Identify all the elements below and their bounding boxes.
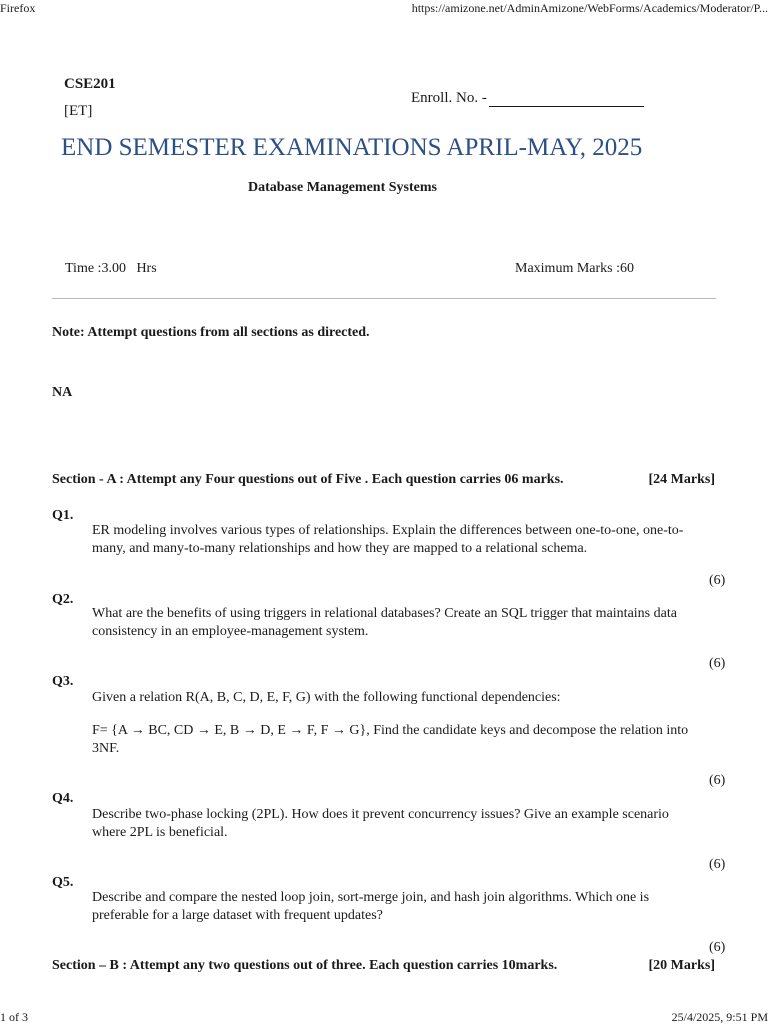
question-marks: (6) <box>709 773 726 788</box>
subject-title: Database Management Systems <box>248 180 437 195</box>
question-number: Q4. <box>52 791 74 806</box>
question-paragraph: What are the benefits of using triggers in relational databases? Create an SQL trigger that maintains data consistency in an employee-management system. <box>92 606 677 639</box>
question-text <box>92 605 704 641</box>
question-number: Q5. <box>52 875 74 890</box>
print-datetime: 25/4/2025, 9:51 PM <box>671 1010 768 1024</box>
enroll-label: Enroll. No. - <box>411 90 487 106</box>
question-paragraph: Describe and compare the nested loop join, sort-merge join, and hash join algorithms. Which one is preferable for a large dataset with frequent updates? <box>92 890 650 923</box>
exam-title: END SEMESTER EXAMINATIONS APRIL-MAY, 2025 <box>61 134 643 161</box>
enroll-field <box>411 90 644 107</box>
exam-time: Time :3.00 Hrs <box>65 261 157 276</box>
question-text <box>92 689 704 758</box>
question-text <box>92 889 704 925</box>
question-paragraph: F= {A → BC, CD → E, B → D, E → F, F → G}, Find the candidate keys and decompose the relation into 3NF. <box>92 723 689 756</box>
section-a-title: Section - A : Attempt any Four questions out of Five . Each question carries 06 marks. <box>52 472 564 487</box>
section-a-marks: [24 Marks] <box>648 472 715 487</box>
enroll-blank-line <box>489 92 644 107</box>
question-number: Q1. <box>52 508 74 523</box>
header-divider <box>52 298 716 299</box>
question-marks: (6) <box>709 573 726 588</box>
question-marks: (6) <box>709 857 726 872</box>
page-url: https://amizone.net/AdminAmizone/WebForms/Academics/Moderator/P... <box>411 1 768 15</box>
max-marks: Maximum Marks :60 <box>515 261 634 276</box>
question-text <box>92 806 704 842</box>
page-count: 1 of 3 <box>0 1010 28 1024</box>
question-paragraph: ER modeling involves various types of relationships. Explain the differences between one-to-one, one-to-many, and many-to-many relationships and how they are mapped to a relational schema. <box>92 523 684 556</box>
question-number: Q3. <box>52 674 74 689</box>
question-marks: (6) <box>709 940 726 955</box>
question-paragraph: Given a relation R(A, B, C, D, E, F, G) with the following functional dependencies: <box>92 690 561 705</box>
section-b-title: Section – B : Attempt any two questions out of three. Each question carries 10marks. <box>52 958 558 973</box>
exam-note: Note: Attempt questions from all sections as directed. <box>52 325 370 340</box>
exam-tag: [ET] <box>64 103 93 119</box>
section-b-marks: [20 Marks] <box>648 958 715 973</box>
question-marks: (6) <box>709 656 726 671</box>
question-paragraph: Describe two-phase locking (2PL). How does it prevent concurrency issues? Give an example scenario where 2PL is beneficial. <box>92 807 669 840</box>
question-number: Q2. <box>52 592 74 607</box>
browser-name: Firefox <box>0 1 36 15</box>
course-code: CSE201 <box>64 76 116 92</box>
question-text <box>92 522 704 558</box>
na-label: NA <box>52 385 73 400</box>
